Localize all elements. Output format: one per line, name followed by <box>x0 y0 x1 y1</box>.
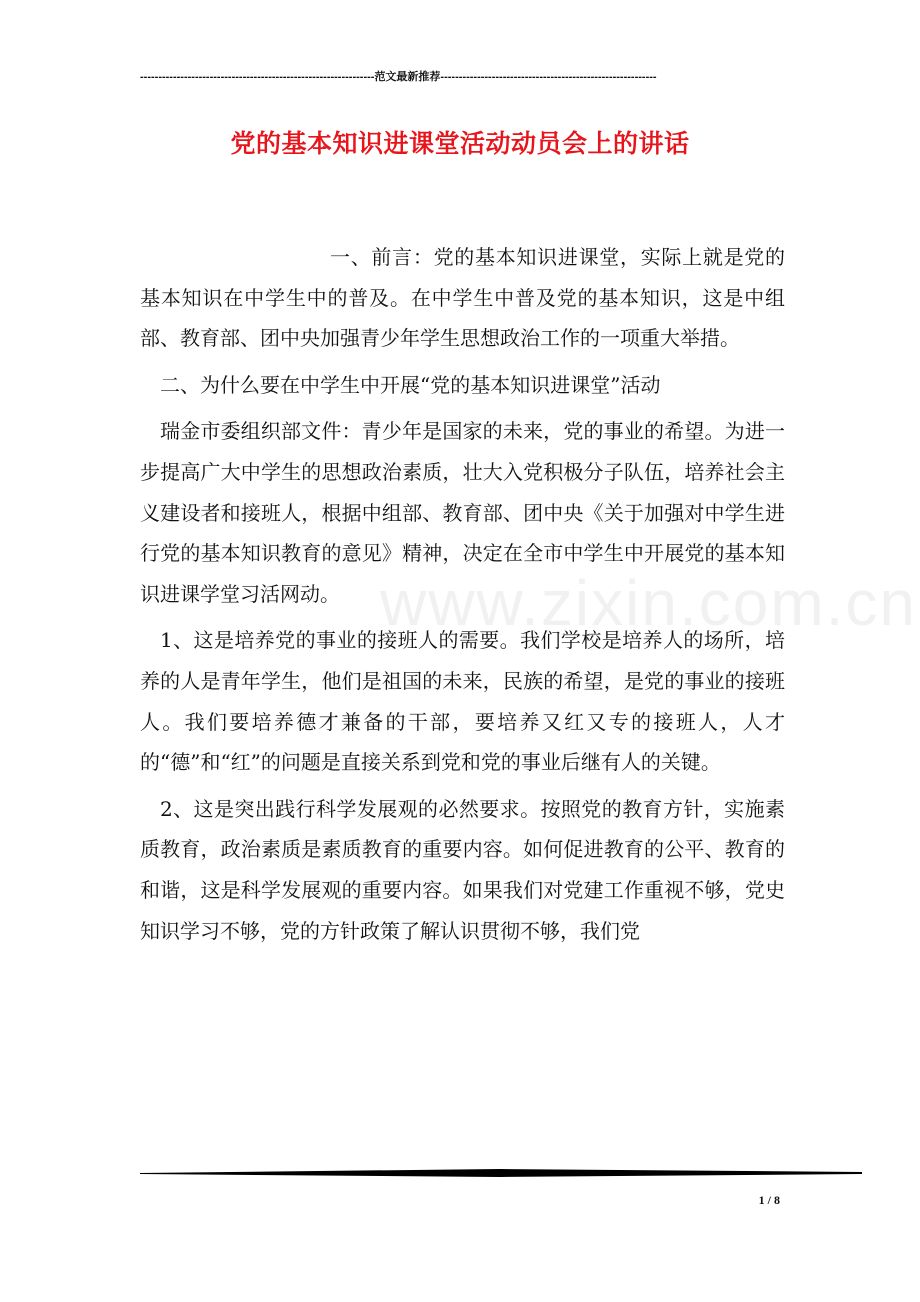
watermark: www.zixin.com.cn <box>380 567 917 639</box>
paragraph-point-two: 2、这是突出践行科学发展观的必然要求。按照党的教育方针，实施素质教育，政治素质是素质教育的重要内容。如何促进教育的公平、教育的和谐，这是科学发展观的重要内容。如果我们对党建工作重视不够，党史知识学习不够，党的方针政策了解认识贯彻不够，我们党 <box>140 796 785 943</box>
paragraph-point-one: 1、这是培养党的事业的接班人的需要。我们学校是培养人的场所，培养的人是青年学生，他们是祖国的未来，民族的希望，是党的事业的接班人。我们要培养德才兼备的干部，要培养又红又专的接班人，人才的“德”和“红”的问题是直接关系到党和党的事业后继有人的关键。 <box>140 628 785 775</box>
document-body <box>140 237 785 951</box>
footer-divider <box>140 1166 862 1180</box>
paragraph-heading-two: 二、为什么要在中学生中开展“党的基本知识进课堂”活动 <box>160 372 661 397</box>
document-title: 党的基本知识进课堂活动动员会上的讲话 <box>230 129 690 158</box>
header-banner: ----------------------------------------------------------------范文最新推荐----------------------------------------------------------- <box>140 71 657 83</box>
paragraph-ruijin-document: 瑞金市委组织部文件：青少年是国家的未来，党的事业的希望。为进一步提高广大中学生的思想政治素质，壮大入党积极分子队伍，培养社会主义建设者和接班人，根据中组部、教育部、团中央《关于加强对中学生进行党的基本知识教育的意见》精神，决定在全市中学生中开展党的基本知识进课学堂习活网动。 <box>140 419 785 606</box>
page-number: 1 / 8 <box>758 1193 780 1207</box>
paragraph-preface: 一、前言：党的基本知识进课堂，实际上就是党的基本知识在中学生中的普及。在中学生中普及党的基本知识，这是中组部、教育部、团中央加强青少年学生思想政治工作的一项重大举措。 <box>140 245 785 351</box>
